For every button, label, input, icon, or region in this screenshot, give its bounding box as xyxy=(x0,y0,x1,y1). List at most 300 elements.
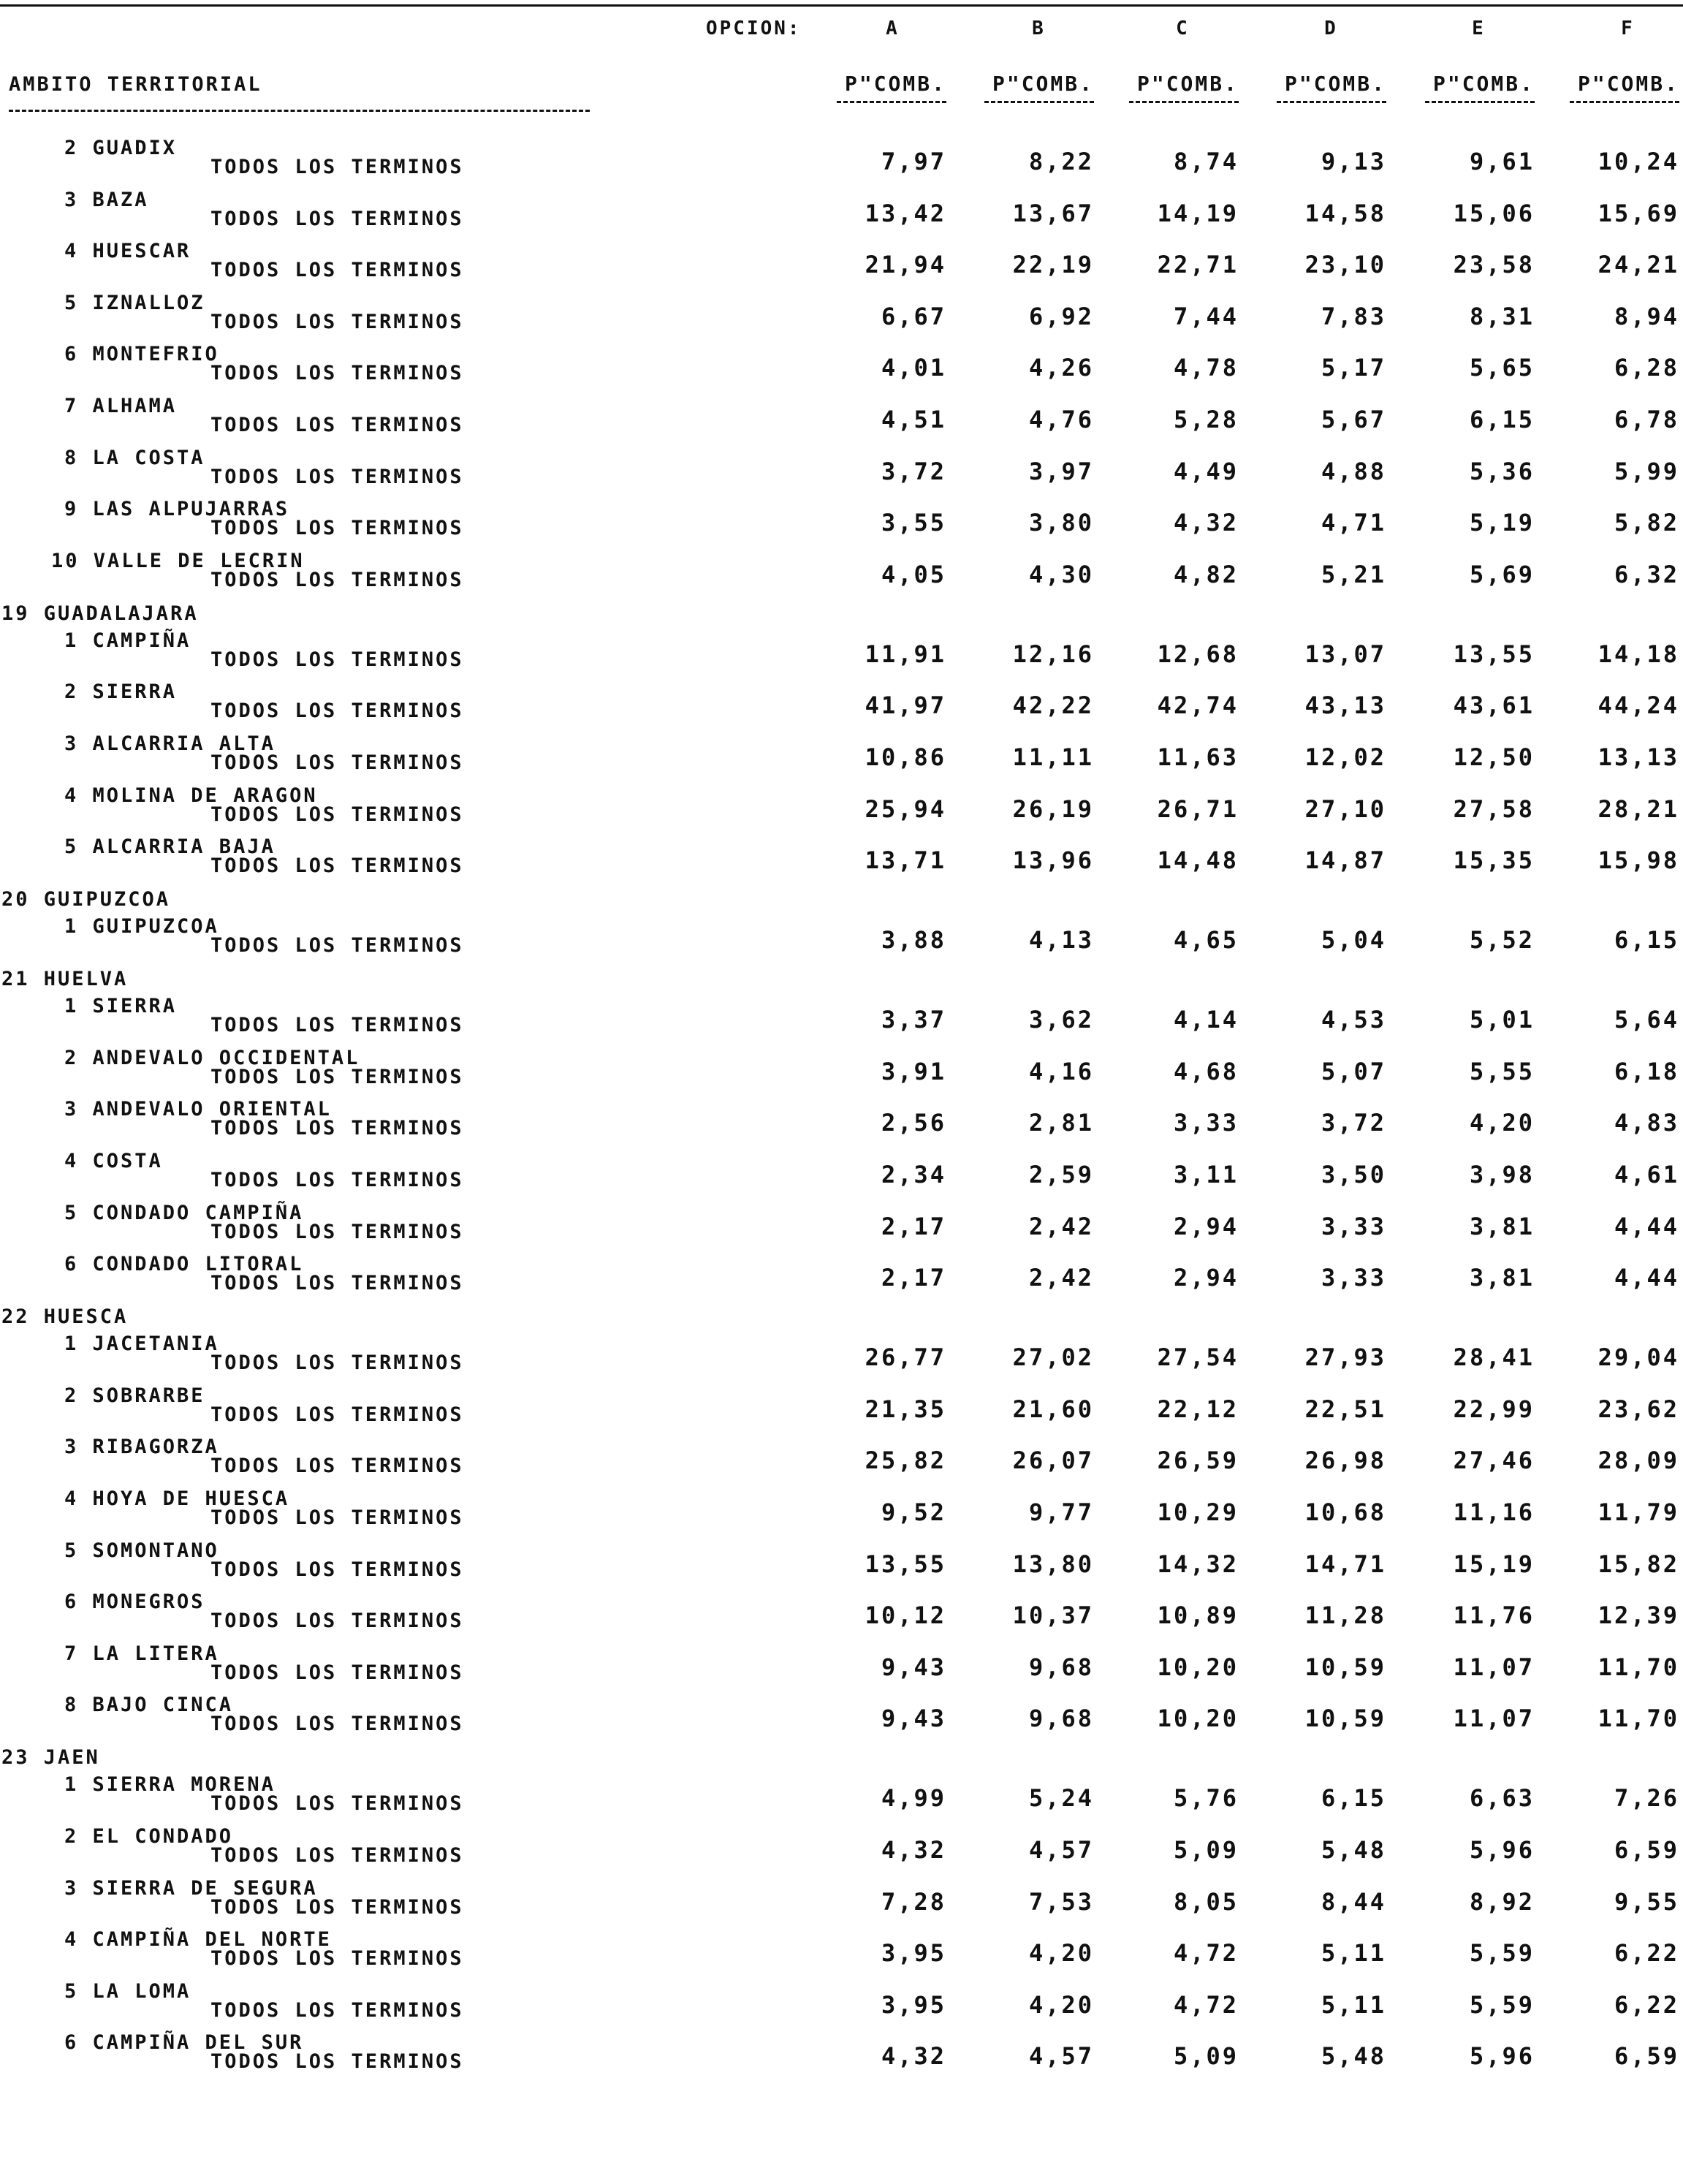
price-value-b: 9,68 xyxy=(1028,1705,1094,1733)
terms-label: TODOS LOS TERMINOS xyxy=(210,362,464,385)
price-value-a: 10,12 xyxy=(865,1601,946,1630)
price-value-d: 4,88 xyxy=(1321,457,1386,485)
price-value-b: 27,02 xyxy=(1012,1343,1094,1372)
comarca-name: 4 MOLINA DE ARAGON xyxy=(64,784,318,807)
price-value-f: 6,78 xyxy=(1614,406,1679,433)
price-value-b: 8,22 xyxy=(1028,148,1094,175)
price-value-b: 7,53 xyxy=(1028,1887,1094,1916)
terms-label: TODOS LOS TERMINOS xyxy=(210,1403,464,1426)
price-value-b: 10,37 xyxy=(1012,1601,1094,1630)
price-value-f: 10,24 xyxy=(1597,148,1679,175)
price-value-e: 8,92 xyxy=(1469,1887,1535,1916)
price-value-a: 10,86 xyxy=(865,743,946,771)
price-value-c: 12,68 xyxy=(1157,640,1239,668)
price-value-e: 15,35 xyxy=(1453,846,1535,875)
price-value-b: 42,22 xyxy=(1012,691,1094,720)
price-value-f: 8,94 xyxy=(1614,302,1679,330)
price-value-b: 3,62 xyxy=(1028,1006,1094,1034)
price-value-e: 5,96 xyxy=(1469,1836,1535,1864)
terms-label: TODOS LOS TERMINOS xyxy=(210,1792,464,1816)
price-value-a: 25,94 xyxy=(865,795,946,823)
terms-label: TODOS LOS TERMINOS xyxy=(210,699,464,723)
price-value-c: 4,82 xyxy=(1173,560,1239,588)
comarca-name: 8 LA COSTA xyxy=(64,446,205,469)
comarca-name: 2 SOBRARBE xyxy=(64,1384,205,1407)
comarca-name: 7 ALHAMA xyxy=(64,395,178,417)
price-value-c: 26,71 xyxy=(1157,795,1239,823)
price-value-b: 13,96 xyxy=(1012,846,1094,875)
price-value-f: 6,15 xyxy=(1614,926,1679,955)
price-value-a: 3,95 xyxy=(881,1939,946,1968)
price-value-f: 11,79 xyxy=(1597,1498,1679,1526)
price-value-a: 9,43 xyxy=(881,1705,946,1733)
price-value-c: 10,89 xyxy=(1157,1601,1239,1630)
option-letter-e: E xyxy=(1472,18,1483,39)
price-value-b: 6,92 xyxy=(1028,302,1094,330)
price-value-d: 8,44 xyxy=(1321,1887,1386,1916)
column-rule-e xyxy=(1425,101,1535,103)
price-value-d: 5,07 xyxy=(1321,1057,1386,1085)
price-value-f: 6,22 xyxy=(1614,1990,1679,2019)
price-value-c: 14,48 xyxy=(1157,846,1239,875)
comarca-name: 4 HOYA DE HUESCA xyxy=(64,1487,290,1510)
comarca-name: 10 VALLE DE LECRIN xyxy=(51,549,305,572)
price-value-b: 9,68 xyxy=(1028,1653,1094,1681)
comarca-name: 6 MONTEFRIO xyxy=(64,343,219,366)
terms-label: TODOS LOS TERMINOS xyxy=(210,207,464,230)
price-value-d: 10,59 xyxy=(1304,1705,1386,1733)
price-value-a: 2,17 xyxy=(881,1212,946,1240)
price-value-c: 5,28 xyxy=(1173,406,1239,433)
price-value-f: 6,22 xyxy=(1614,1939,1679,1968)
terms-label: TODOS LOS TERMINOS xyxy=(210,568,464,591)
price-value-c: 7,44 xyxy=(1173,302,1239,330)
price-value-e: 5,59 xyxy=(1469,1939,1535,1968)
price-value-c: 4,72 xyxy=(1173,1990,1239,2019)
price-value-f: 44,24 xyxy=(1597,691,1679,720)
price-value-f: 24,21 xyxy=(1597,251,1679,279)
price-value-e: 4,20 xyxy=(1469,1109,1535,1137)
price-value-d: 5,11 xyxy=(1321,1990,1386,2019)
terms-label: TODOS LOS TERMINOS xyxy=(210,1455,464,1478)
price-value-a: 4,01 xyxy=(881,354,946,382)
price-value-e: 5,19 xyxy=(1469,509,1535,537)
terms-label: TODOS LOS TERMINOS xyxy=(210,1220,464,1243)
price-value-d: 5,21 xyxy=(1321,560,1386,588)
price-value-f: 4,83 xyxy=(1614,1109,1679,1137)
price-value-e: 5,59 xyxy=(1469,1990,1535,2019)
price-value-a: 3,55 xyxy=(881,509,946,537)
price-value-c: 4,14 xyxy=(1173,1006,1239,1034)
option-letter-c: C xyxy=(1176,18,1188,39)
price-value-d: 9,13 xyxy=(1321,148,1386,175)
price-value-e: 11,16 xyxy=(1453,1498,1535,1526)
price-value-f: 29,04 xyxy=(1597,1343,1679,1372)
price-value-e: 28,41 xyxy=(1453,1343,1535,1372)
comarca-name: 6 CAMPIÑA DEL SUR xyxy=(64,2031,304,2055)
price-value-d: 5,48 xyxy=(1321,2042,1386,2071)
price-value-c: 4,65 xyxy=(1173,926,1239,955)
option-letter-f: F xyxy=(1621,18,1633,39)
price-value-d: 5,04 xyxy=(1321,926,1386,955)
price-value-d: 13,07 xyxy=(1304,640,1386,668)
price-value-b: 2,42 xyxy=(1028,1264,1094,1292)
terms-label: TODOS LOS TERMINOS xyxy=(210,803,464,826)
price-value-e: 5,65 xyxy=(1469,354,1535,382)
price-value-f: 12,39 xyxy=(1597,1601,1679,1630)
comarca-name: 6 MONEGROS xyxy=(64,1590,205,1614)
price-value-b: 4,30 xyxy=(1028,560,1094,588)
price-value-c: 22,12 xyxy=(1157,1395,1239,1423)
price-value-c: 10,29 xyxy=(1157,1498,1239,1526)
terms-label: TODOS LOS TERMINOS xyxy=(210,1844,464,1867)
comarca-name: 5 ALCARRIA BAJA xyxy=(64,835,276,859)
province-heading: 20 GUIPUZCOA xyxy=(1,888,171,911)
price-value-a: 3,72 xyxy=(881,457,946,485)
price-value-f: 23,62 xyxy=(1597,1395,1679,1423)
price-value-c: 4,49 xyxy=(1173,457,1239,485)
price-value-e: 15,06 xyxy=(1453,199,1535,227)
price-value-b: 21,60 xyxy=(1012,1395,1094,1423)
price-value-f: 4,44 xyxy=(1614,1264,1679,1292)
option-letter-a: A xyxy=(886,18,897,39)
price-value-d: 3,33 xyxy=(1321,1212,1386,1240)
price-value-f: 6,59 xyxy=(1614,2042,1679,2071)
column-rule-a xyxy=(837,101,946,103)
price-value-b: 4,57 xyxy=(1028,2042,1094,2071)
comarca-name: 3 ANDEVALO ORIENTAL xyxy=(64,1098,332,1121)
terms-label: TODOS LOS TERMINOS xyxy=(210,465,464,488)
comarca-name: 1 JACETANIA xyxy=(64,1332,219,1356)
price-value-d: 4,53 xyxy=(1321,1006,1386,1034)
price-value-b: 2,81 xyxy=(1028,1109,1094,1137)
price-value-e: 5,01 xyxy=(1469,1006,1535,1034)
comarca-name: 5 CONDADO CAMPIÑA xyxy=(64,1201,304,1224)
ambito-underline xyxy=(9,110,590,112)
price-value-d: 12,02 xyxy=(1304,743,1386,771)
price-value-f: 11,70 xyxy=(1597,1705,1679,1733)
price-value-a: 2,56 xyxy=(881,1109,946,1137)
province-heading: 21 HUELVA xyxy=(1,968,129,991)
comarca-name: 1 CAMPIÑA xyxy=(64,629,191,652)
price-value-d: 23,10 xyxy=(1304,251,1386,279)
price-value-c: 8,05 xyxy=(1173,1887,1239,1916)
price-value-e: 11,07 xyxy=(1453,1705,1535,1733)
price-value-b: 22,19 xyxy=(1012,251,1094,279)
top-rule xyxy=(0,4,1683,7)
price-value-e: 5,36 xyxy=(1469,457,1535,485)
price-value-f: 6,32 xyxy=(1614,560,1679,588)
price-value-a: 4,32 xyxy=(881,1836,946,1864)
terms-label: TODOS LOS TERMINOS xyxy=(210,751,464,774)
comarca-name: 3 BAZA xyxy=(64,188,149,211)
terms-label: TODOS LOS TERMINOS xyxy=(210,1609,464,1633)
price-value-a: 9,52 xyxy=(881,1498,946,1526)
price-value-a: 26,77 xyxy=(865,1343,946,1372)
column-label-c: P"COMB. xyxy=(1136,72,1239,96)
price-value-f: 5,82 xyxy=(1614,509,1679,537)
price-value-e: 12,50 xyxy=(1453,743,1535,771)
price-value-c: 5,09 xyxy=(1173,1836,1239,1864)
column-rule-d xyxy=(1277,101,1386,103)
price-value-a: 3,91 xyxy=(881,1057,946,1085)
comarca-name: 2 ANDEVALO OCCIDENTAL xyxy=(64,1046,360,1069)
price-value-e: 9,61 xyxy=(1469,148,1535,175)
comarca-name: 6 CONDADO LITORAL xyxy=(64,1253,304,1276)
price-value-c: 14,32 xyxy=(1157,1550,1239,1578)
price-value-b: 13,80 xyxy=(1012,1550,1094,1578)
price-value-a: 4,32 xyxy=(881,2042,946,2071)
terms-label: TODOS LOS TERMINOS xyxy=(210,310,464,333)
price-value-b: 12,16 xyxy=(1012,640,1094,668)
price-value-a: 4,51 xyxy=(881,406,946,433)
price-value-d: 11,28 xyxy=(1304,1601,1386,1630)
terms-label: TODOS LOS TERMINOS xyxy=(210,156,464,178)
price-value-e: 11,76 xyxy=(1453,1601,1535,1630)
price-value-e: 43,61 xyxy=(1453,691,1535,720)
comarca-name: 7 LA LITERA xyxy=(64,1642,219,1665)
column-label-d: P"COMB. xyxy=(1284,72,1386,96)
comarca-name: 5 SOMONTANO xyxy=(64,1539,219,1562)
price-value-b: 4,13 xyxy=(1028,926,1094,955)
price-value-b: 11,11 xyxy=(1012,743,1094,771)
terms-label: TODOS LOS TERMINOS xyxy=(210,1117,464,1140)
price-value-a: 7,28 xyxy=(881,1887,946,1916)
price-value-c: 2,94 xyxy=(1173,1212,1239,1240)
price-value-d: 5,17 xyxy=(1321,354,1386,382)
terms-label: TODOS LOS TERMINOS xyxy=(210,854,464,878)
price-value-a: 11,91 xyxy=(865,640,946,668)
terms-label: TODOS LOS TERMINOS xyxy=(210,1947,464,1971)
province-heading: 22 HUESCA xyxy=(1,1305,129,1329)
price-value-a: 41,97 xyxy=(865,691,946,720)
price-value-b: 4,76 xyxy=(1028,406,1094,433)
comarca-name: 4 COSTA xyxy=(64,1150,163,1172)
terms-label: TODOS LOS TERMINOS xyxy=(210,1895,464,1919)
comarca-name: 9 LAS ALPUJARRAS xyxy=(64,498,290,521)
comarca-name: 5 IZNALLOZ xyxy=(64,291,205,314)
terms-label: TODOS LOS TERMINOS xyxy=(210,1998,464,2022)
price-value-c: 4,68 xyxy=(1173,1057,1239,1085)
price-value-e: 5,55 xyxy=(1469,1057,1535,1085)
terms-label: TODOS LOS TERMINOS xyxy=(210,1272,464,1295)
price-value-e: 22,99 xyxy=(1453,1395,1535,1423)
price-value-f: 28,21 xyxy=(1597,795,1679,823)
price-value-c: 10,20 xyxy=(1157,1653,1239,1681)
price-value-a: 13,71 xyxy=(865,846,946,875)
column-label-e: P"COMB. xyxy=(1432,72,1535,96)
price-value-f: 6,18 xyxy=(1614,1057,1679,1085)
price-value-b: 4,16 xyxy=(1028,1057,1094,1085)
column-label-b: P"COMB. xyxy=(992,72,1094,96)
price-value-b: 3,80 xyxy=(1028,509,1094,537)
option-letter-b: B xyxy=(1032,18,1044,39)
price-value-c: 4,32 xyxy=(1173,509,1239,537)
column-label-f: P"COMB. xyxy=(1577,72,1679,96)
price-value-a: 9,43 xyxy=(881,1653,946,1681)
price-value-d: 6,15 xyxy=(1321,1784,1386,1813)
price-value-f: 6,28 xyxy=(1614,354,1679,382)
price-value-a: 21,94 xyxy=(865,251,946,279)
price-value-f: 11,70 xyxy=(1597,1653,1679,1681)
price-value-a: 4,05 xyxy=(881,560,946,588)
price-value-d: 14,58 xyxy=(1304,199,1386,227)
price-value-a: 2,34 xyxy=(881,1161,946,1188)
price-value-c: 8,74 xyxy=(1173,148,1239,175)
price-value-d: 5,48 xyxy=(1321,1836,1386,1864)
price-value-e: 27,58 xyxy=(1453,795,1535,823)
price-value-c: 4,72 xyxy=(1173,1939,1239,1968)
price-value-d: 5,11 xyxy=(1321,1939,1386,1968)
price-value-b: 4,57 xyxy=(1028,1836,1094,1864)
price-value-e: 6,63 xyxy=(1469,1784,1535,1813)
price-value-d: 10,68 xyxy=(1304,1498,1386,1526)
price-value-d: 10,59 xyxy=(1304,1653,1386,1681)
terms-label: TODOS LOS TERMINOS xyxy=(210,1065,464,1088)
price-value-f: 9,55 xyxy=(1614,1887,1679,1916)
terms-label: TODOS LOS TERMINOS xyxy=(210,1661,464,1684)
comarca-name: 3 SIERRA DE SEGURA xyxy=(64,1876,318,1900)
price-value-a: 25,82 xyxy=(865,1446,946,1475)
price-value-a: 13,55 xyxy=(865,1550,946,1578)
price-value-c: 5,76 xyxy=(1173,1784,1239,1813)
comarca-name: 2 SIERRA xyxy=(64,680,178,704)
price-value-d: 4,71 xyxy=(1321,509,1386,537)
price-value-c: 4,78 xyxy=(1173,354,1239,382)
province-heading: 23 JAEN xyxy=(1,1746,100,1770)
price-value-b: 26,19 xyxy=(1012,795,1094,823)
column-rule-c xyxy=(1129,101,1239,103)
price-value-b: 26,07 xyxy=(1012,1446,1094,1475)
price-value-a: 3,95 xyxy=(881,1990,946,2019)
price-value-a: 2,17 xyxy=(881,1264,946,1292)
terms-label: TODOS LOS TERMINOS xyxy=(210,1713,464,1736)
terms-label: TODOS LOS TERMINOS xyxy=(210,1351,464,1375)
option-letter-d: D xyxy=(1324,18,1336,39)
comarca-name: 4 CAMPIÑA DEL NORTE xyxy=(64,1928,332,1952)
price-value-e: 5,69 xyxy=(1469,560,1535,588)
price-value-e: 15,19 xyxy=(1453,1550,1535,1578)
price-value-a: 4,99 xyxy=(881,1784,946,1813)
comarca-name: 3 ALCARRIA ALTA xyxy=(64,732,276,755)
comarca-name: 5 LA LOMA xyxy=(64,1979,191,2003)
price-value-e: 27,46 xyxy=(1453,1446,1535,1475)
price-value-b: 4,26 xyxy=(1028,354,1094,382)
price-value-d: 3,50 xyxy=(1321,1161,1386,1188)
price-value-f: 5,64 xyxy=(1614,1006,1679,1034)
price-value-f: 6,59 xyxy=(1614,1836,1679,1864)
price-value-a: 3,37 xyxy=(881,1006,946,1034)
price-value-d: 22,51 xyxy=(1304,1395,1386,1423)
terms-label: TODOS LOS TERMINOS xyxy=(210,259,464,282)
price-value-f: 14,18 xyxy=(1597,640,1679,668)
price-value-c: 42,74 xyxy=(1157,691,1239,720)
price-value-e: 11,07 xyxy=(1453,1653,1535,1681)
price-value-a: 13,42 xyxy=(865,199,946,227)
comarca-name: 1 SIERRA MORENA xyxy=(64,1773,276,1797)
price-value-e: 8,31 xyxy=(1469,302,1535,330)
price-value-d: 14,87 xyxy=(1304,846,1386,875)
price-value-d: 26,98 xyxy=(1304,1446,1386,1475)
terms-label: TODOS LOS TERMINOS xyxy=(210,1506,464,1529)
price-value-b: 9,77 xyxy=(1028,1498,1094,1526)
price-value-d: 27,10 xyxy=(1304,795,1386,823)
price-value-f: 15,69 xyxy=(1597,199,1679,227)
price-value-b: 4,20 xyxy=(1028,1990,1094,2019)
price-value-b: 2,42 xyxy=(1028,1212,1094,1240)
price-value-b: 4,20 xyxy=(1028,1939,1094,1968)
price-value-a: 7,97 xyxy=(881,148,946,175)
price-value-e: 6,15 xyxy=(1469,406,1535,433)
terms-label: TODOS LOS TERMINOS xyxy=(210,1014,464,1037)
price-value-f: 5,99 xyxy=(1614,457,1679,485)
terms-label: TODOS LOS TERMINOS xyxy=(210,648,464,671)
comarca-name: 1 SIERRA xyxy=(64,995,178,1018)
price-value-a: 6,67 xyxy=(881,302,946,330)
price-value-d: 3,33 xyxy=(1321,1264,1386,1292)
price-value-f: 7,26 xyxy=(1614,1784,1679,1813)
terms-label: TODOS LOS TERMINOS xyxy=(210,414,464,436)
price-value-e: 3,81 xyxy=(1469,1212,1535,1240)
price-value-c: 11,63 xyxy=(1157,743,1239,771)
price-value-f: 15,98 xyxy=(1597,846,1679,875)
price-value-f: 4,61 xyxy=(1614,1161,1679,1188)
price-value-c: 10,20 xyxy=(1157,1705,1239,1733)
terms-label: TODOS LOS TERMINOS xyxy=(210,517,464,540)
price-value-f: 13,13 xyxy=(1597,743,1679,771)
comarca-name: 3 RIBAGORZA xyxy=(64,1436,219,1459)
price-value-b: 13,67 xyxy=(1012,199,1094,227)
price-value-e: 3,81 xyxy=(1469,1264,1535,1292)
comarca-name: 2 GUADIX xyxy=(64,137,178,159)
price-value-a: 3,88 xyxy=(881,926,946,955)
price-value-c: 14,19 xyxy=(1157,199,1239,227)
price-value-f: 4,44 xyxy=(1614,1212,1679,1240)
terms-label: TODOS LOS TERMINOS xyxy=(210,934,464,958)
comarca-name: 1 GUIPUZCOA xyxy=(64,915,219,939)
terms-label: TODOS LOS TERMINOS xyxy=(210,1169,464,1191)
price-value-d: 7,83 xyxy=(1321,302,1386,330)
price-value-e: 3,98 xyxy=(1469,1161,1535,1188)
price-value-e: 13,55 xyxy=(1453,640,1535,668)
price-value-b: 2,59 xyxy=(1028,1161,1094,1188)
opcion-label: OPCION: xyxy=(706,18,802,39)
price-value-c: 3,33 xyxy=(1173,1109,1239,1137)
column-rule-b xyxy=(984,101,1094,103)
price-value-b: 3,97 xyxy=(1028,457,1094,485)
terms-label: TODOS LOS TERMINOS xyxy=(210,1558,464,1581)
price-value-b: 5,24 xyxy=(1028,1784,1094,1813)
price-value-c: 2,94 xyxy=(1173,1264,1239,1292)
price-value-d: 14,71 xyxy=(1304,1550,1386,1578)
price-value-c: 5,09 xyxy=(1173,2042,1239,2071)
price-value-e: 5,96 xyxy=(1469,2042,1535,2071)
price-value-e: 23,58 xyxy=(1453,251,1535,279)
price-value-d: 43,13 xyxy=(1304,691,1386,720)
price-value-f: 15,82 xyxy=(1597,1550,1679,1578)
price-value-e: 5,52 xyxy=(1469,926,1535,955)
price-value-a: 21,35 xyxy=(865,1395,946,1423)
price-value-d: 27,93 xyxy=(1304,1343,1386,1372)
price-value-c: 26,59 xyxy=(1157,1446,1239,1475)
column-label-a: P"COMB. xyxy=(844,72,946,96)
price-value-d: 3,72 xyxy=(1321,1109,1386,1137)
province-heading: 19 GUADALAJARA xyxy=(1,602,199,625)
price-value-c: 3,11 xyxy=(1173,1161,1239,1188)
price-value-d: 5,67 xyxy=(1321,406,1386,433)
comarca-name: 4 HUESCAR xyxy=(64,240,191,263)
ambito-territorial-label: AMBITO TERRITORIAL xyxy=(9,73,262,96)
